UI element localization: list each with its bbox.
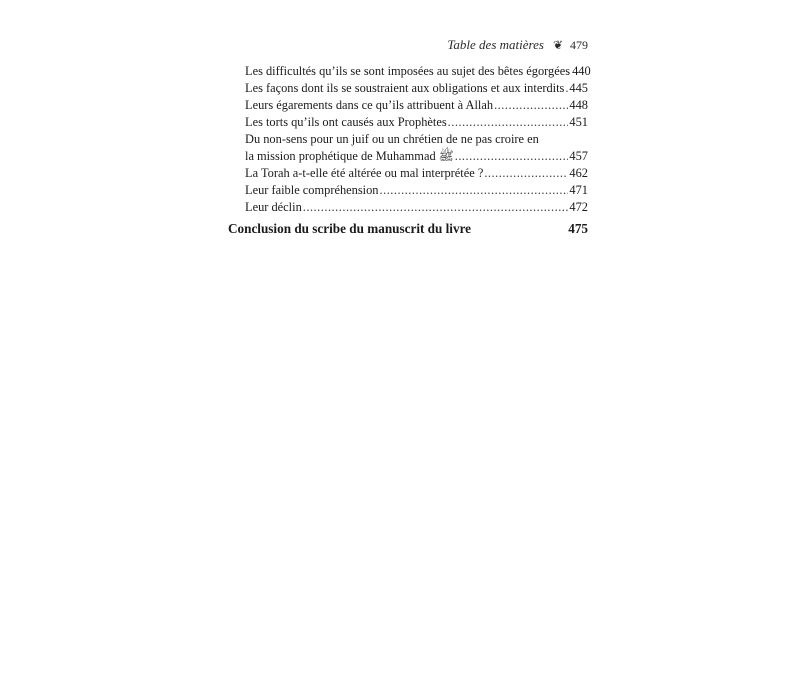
toc-entry-label: Leur faible compréhension (245, 183, 379, 197)
toc-entry (228, 63, 591, 80)
toc-entry-page: 471 (569, 183, 588, 197)
toc-entry-label: Les difficultés qu’ils se sont imposées au sujet des bêtes égorgées (245, 64, 571, 78)
table-of-contents (228, 63, 591, 238)
toc-entry-label: Les façons dont ils se soustraient aux obligations et aux interdits (245, 81, 565, 95)
toc-entry (228, 199, 588, 216)
toc-entry-page: 457 (569, 149, 588, 163)
toc-entry-label-line2: la mission prophétique de Muhammad ﷺ (245, 149, 454, 163)
toc-dot-leader (380, 182, 569, 199)
toc-conclusion-entry (228, 220, 588, 238)
toc-entry-label: La Torah a-t-elle été altérée ou mal interprétée ? (245, 166, 484, 180)
toc-entry-page: 448 (569, 98, 588, 112)
toc-dot-leader (448, 114, 569, 131)
toc-dot-leader (303, 199, 569, 216)
toc-entry-label: Leurs égarements dans ce qu’ils attribuent à Allah (245, 98, 494, 112)
running-header-title: Table des matières (447, 37, 544, 52)
fleuron-ornament-icon: ❦ (552, 38, 563, 52)
toc-dot-leader (484, 165, 568, 182)
toc-entry-page: 451 (569, 115, 588, 129)
toc-entry (228, 165, 588, 182)
toc-dot-leader (455, 148, 569, 165)
toc-conclusion-label: Conclusion du scribe du manuscrit du livre (228, 221, 472, 236)
toc-entry-page: 462 (569, 166, 588, 180)
toc-entry (228, 80, 588, 97)
toc-entry (228, 182, 588, 199)
running-header (420, 37, 588, 53)
toc-entry-page: 445 (569, 81, 588, 95)
toc-dot-leader (565, 80, 568, 97)
toc-entry-page: 440 (572, 64, 591, 78)
toc-entry (228, 131, 588, 165)
toc-entry-page: 472 (569, 200, 588, 214)
toc-entry-label-line1: Du non-sens pour un juif ou un chrétien de ne pas croire en (245, 132, 539, 146)
toc-entry (228, 97, 588, 114)
running-header-page-number: 479 (570, 38, 588, 52)
toc-entry-label: Leur déclin (245, 200, 302, 214)
toc-entry-line2 (245, 148, 588, 165)
toc-entry (228, 114, 588, 131)
toc-entry-label: Les torts qu’ils ont causés aux Prophètes (245, 115, 447, 129)
toc-dot-leader (494, 97, 568, 114)
toc-conclusion-page: 475 (568, 221, 588, 236)
